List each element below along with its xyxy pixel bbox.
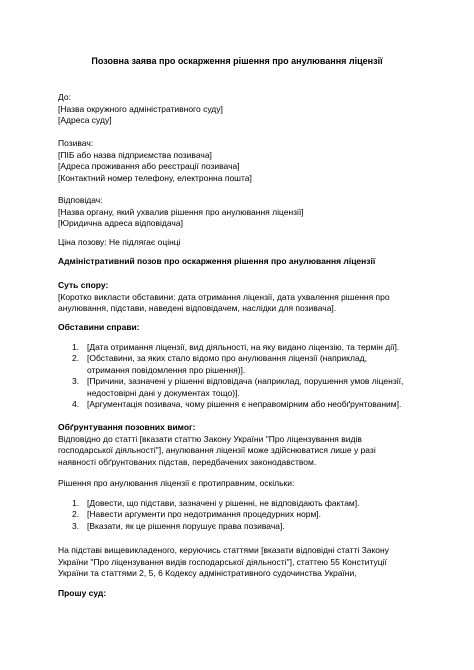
dispute-heading: Суть спору: [58,280,109,290]
list-item [58,342,418,354]
unlawful-section [58,478,418,532]
grounds-line: Відповідно до статті [вказати статтю Закону України "Про ліцензування видів [58,433,362,444]
list-item-number: 1. [72,497,80,508]
based-on-line: На підставі вищевикладеного, керуючись статтями [вказати відповідні статті Закону [58,545,389,555]
list-item-text: [Причини, зазначені у рішенні відповідача (наприклад, порушення умов ліцензії, [87,376,404,386]
request-section [58,588,418,600]
defendant-address: [Юридична адреса відповідача] [58,218,183,228]
plaintiff-name: [ПІБ або назва підприємства позивача] [58,149,212,160]
unlawful-intro: Рішення про анулювання ліцензії є протиправним, оскільки: [58,478,295,488]
dispute-line: [Коротко викласти обставини: дата отримання ліцензії, дата ухвалення рішення про [58,291,390,302]
list-item [58,376,418,399]
dispute-section [58,280,418,315]
list-item [58,399,418,411]
grounds-heading: Обґрунтування позовних вимог: [58,422,196,432]
court-section [58,92,418,127]
list-item [58,498,418,510]
list-item-number: 3. [72,520,80,531]
request-heading: Прошу суд: [58,588,107,598]
list-item-number: 2. [72,509,80,519]
list-item-text: [Обставини, за яких стало відомо про анулювання ліцензії (наприклад, [87,353,368,363]
list-item-number: 1. [72,341,80,352]
circumstances-section [58,322,418,411]
list-item-text: [Довести, що підстави, зазначені у рішенні, не відповідають фактам]. [87,497,360,508]
list-item-number: 3. [72,376,80,386]
defendant-name: [Назва органу, який ухвалив рішення про анулювання ліцензії] [58,206,304,217]
list-item-text: недостовірні дані у документах тощо)]. [87,387,240,398]
circumstances-heading: Обставини справи: [58,322,140,332]
claim-heading-section [58,256,418,268]
list-item-text: [Вказати, як це рішення порушує права позивача]. [87,520,285,531]
list-item-number: 2. [72,353,80,363]
defendant-label: Відповідач: [58,195,103,205]
list-item [58,521,418,533]
list-item [58,353,418,376]
court-address: [Адреса суду] [58,115,112,125]
list-item [58,509,418,521]
plaintiff-contacts: [Контактний номер телефону, електронна пошта] [58,172,252,183]
based-on-section [58,545,418,580]
claim-value: Ціна позову: Не підлягає оцінці [58,237,181,247]
defendant-section [58,195,418,230]
list-item-text: отримання повідомлення про рішення)]. [87,364,246,375]
claim-heading: Адміністративний позов про оскарження рішення про анулювання ліцензії [58,256,376,266]
claim-value-section [58,237,418,249]
list-item-text: [Аргументація позивача, чому рішення є неправомірним або необґрунтованим]. [87,399,402,409]
court-label: До: [58,92,71,102]
dispute-line: анулювання, підстави, наведені відповідачем, наслідки для позивача]. [58,303,337,313]
document-title: Позовна заява про оскарження рішення про анулювання ліцензії [91,56,383,66]
circumstances-list [58,342,418,411]
plaintiff-address: [Адреса проживання або реєстрації позивача] [58,161,240,171]
list-item-number: 4. [72,399,80,409]
grounds-line: господарської діяльності"], анулювання ліцензії може здійснюватися лише у разі [58,445,376,455]
plaintiff-section [58,138,418,184]
based-on-line: України "Про ліцензування видів господарської діяльності"], статтею 55 Конституції [58,556,387,567]
court-name: [Назва окружного адміністративного суду] [58,103,223,114]
plaintiff-label: Позивач: [58,138,94,148]
list-item-text: [Дата отримання ліцензії, вид діяльності, на яку видано ліцензію, та термін дії]. [87,341,400,352]
list-item-text: [Навести аргументи про недотримання процедурних норм]. [87,509,322,519]
based-on-line: України та статтями 2, 5, 6 Кодексу адміністративного судочинства України, [58,568,357,578]
unlawful-list [58,498,418,533]
grounds-line: наявності обґрунтованих підстав, передбачених законодавством. [58,456,317,467]
grounds-section [58,422,418,468]
